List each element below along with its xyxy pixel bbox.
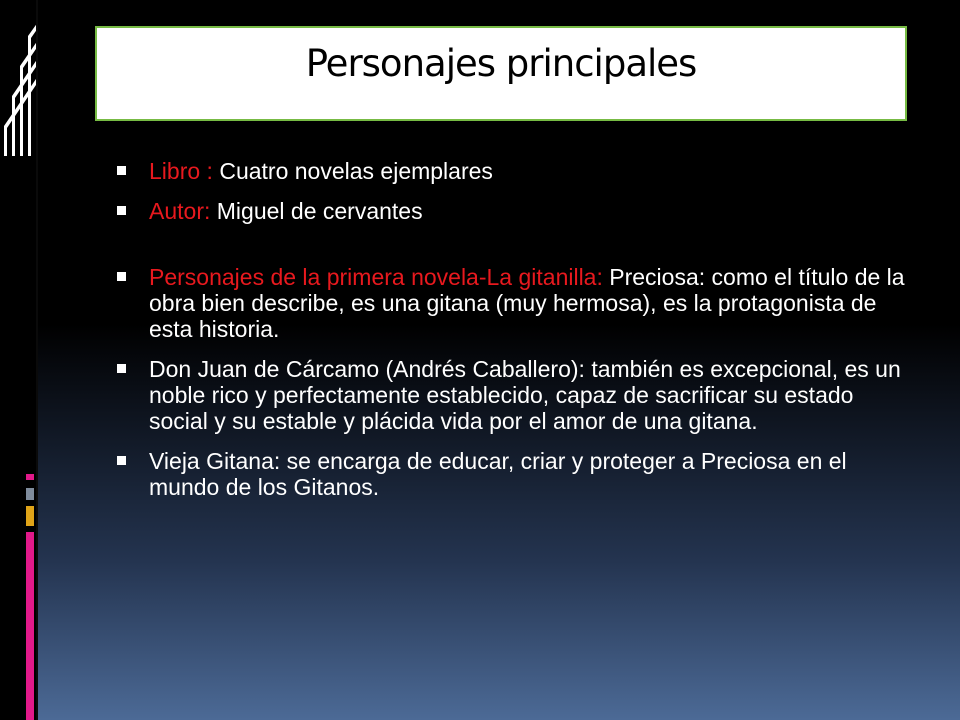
square-bullet-icon: [117, 364, 126, 373]
bullet-item-autor: [115, 198, 905, 224]
bullet-text: Don Juan de Cárcamo (Andrés Caballero): también es excepcional, es un noble rico y perfectamente establecido, capaz de sacrificar su estado social y su estable y plácida vida por el amor de una gitana.: [149, 356, 901, 434]
slide-title: Personajes principales: [305, 42, 697, 85]
square-bullet-icon: [117, 272, 126, 281]
bullet-item-vieja-gitana: [115, 448, 905, 500]
corner-lines-graphic: [2, 18, 38, 156]
accent-stripe-gray: [26, 488, 34, 500]
accent-stripe-pink-small: [26, 474, 34, 480]
bullet-label: Libro :: [149, 158, 220, 184]
bullet-item-libro: [115, 158, 905, 184]
square-bullet-icon: [117, 456, 126, 465]
bullet-list: [115, 158, 905, 514]
bullet-item-personajes: [115, 264, 905, 342]
square-bullet-icon: [117, 206, 126, 215]
left-edge-line: [36, 0, 38, 720]
bullet-text: Vieja Gitana: se encarga de educar, criar y proteger a Preciosa en el mundo de los Gitanos.: [149, 448, 847, 500]
bullet-text: Miguel de cervantes: [216, 198, 423, 224]
title-box: [95, 26, 907, 121]
bullet-label: Autor:: [149, 198, 217, 224]
bullet-text: Preciosa: como el título de la obra bien describe, es una gitana (muy hermosa), es la protagonista de esta historia.: [149, 264, 905, 342]
square-bullet-icon: [117, 166, 126, 175]
bullet-label: Personajes de la primera novela-La gitanilla:: [149, 264, 610, 290]
accent-stripe-pink: [26, 532, 34, 720]
accent-stripe-yellow: [26, 506, 34, 526]
bullet-item-don-juan: [115, 356, 905, 434]
bullet-text: Cuatro novelas ejemplares: [219, 158, 493, 184]
